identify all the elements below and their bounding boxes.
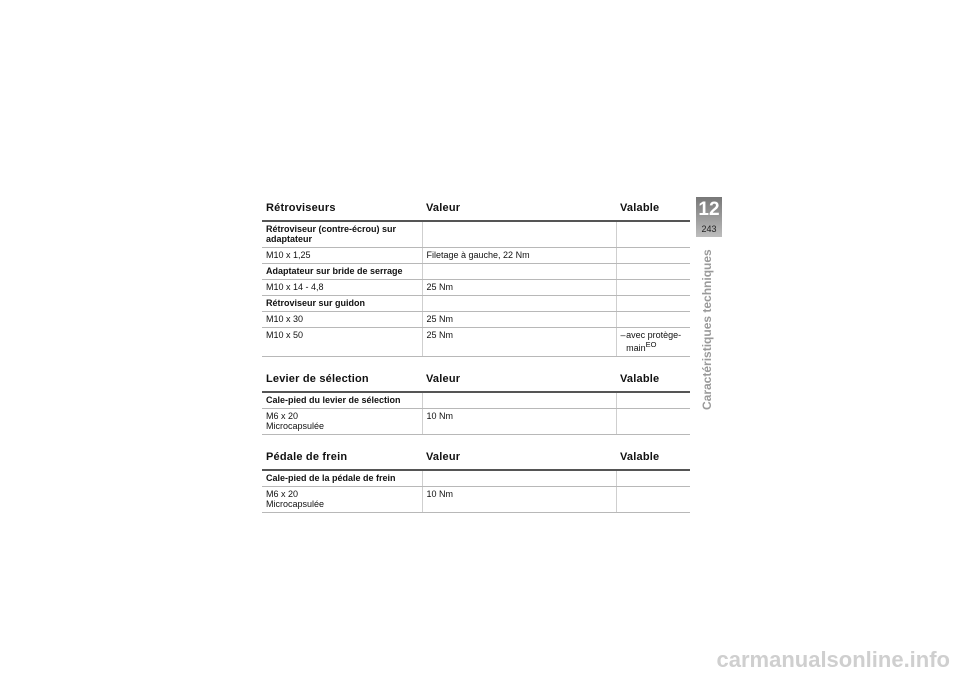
cell bbox=[616, 409, 690, 435]
table-row bbox=[262, 312, 690, 328]
table-row bbox=[262, 487, 690, 513]
side-section-label: Caractéristiques techniques bbox=[700, 249, 714, 410]
table-row bbox=[262, 296, 690, 312]
header-cell: Valable bbox=[616, 435, 690, 470]
cell: 10 Nm bbox=[422, 487, 616, 513]
cell: M10 x 50 bbox=[262, 328, 422, 357]
note-sup: EO bbox=[645, 340, 657, 349]
chapter-tab bbox=[696, 197, 722, 237]
cell bbox=[616, 487, 690, 513]
watermark: carmanualsonline.info bbox=[716, 647, 950, 672]
table-row bbox=[262, 280, 690, 296]
cell-main: M6 x 20 bbox=[266, 489, 299, 499]
header-cell: Pédale de frein bbox=[262, 435, 422, 470]
group-label: Rétroviseur sur guidon bbox=[262, 296, 422, 312]
table-row bbox=[262, 221, 690, 248]
note-text: avec protège-main bbox=[626, 330, 682, 353]
cell: 25 Nm bbox=[422, 328, 616, 357]
header-cell: Levier de sélection bbox=[262, 357, 422, 392]
cell bbox=[262, 409, 422, 435]
table-row bbox=[262, 264, 690, 280]
cell-sub: Microcapsulée bbox=[266, 499, 325, 509]
header-cell: Valeur bbox=[422, 190, 616, 221]
cell bbox=[616, 280, 690, 296]
group-label: Cale-pied du levier de sélection bbox=[262, 392, 422, 409]
cell: M10 x 1,25 bbox=[262, 248, 422, 264]
table-gear-lever bbox=[262, 357, 690, 435]
cell bbox=[616, 312, 690, 328]
table-header bbox=[262, 357, 690, 392]
table-row bbox=[262, 470, 690, 487]
note-cell bbox=[616, 328, 690, 357]
table-brake-pedal bbox=[262, 435, 690, 513]
cell bbox=[262, 487, 422, 513]
chapter-number: 12 bbox=[698, 199, 720, 220]
cell: Filetage à gauche, 22 Nm bbox=[422, 248, 616, 264]
page-number: 243 bbox=[701, 224, 717, 234]
dash-bullet: – bbox=[620, 330, 626, 340]
header-cell: Valeur bbox=[422, 357, 616, 392]
header-cell: Valable bbox=[616, 357, 690, 392]
table-header bbox=[262, 190, 690, 221]
cell: 25 Nm bbox=[422, 312, 616, 328]
table-header bbox=[262, 435, 690, 470]
header-cell: Rétroviseurs bbox=[262, 190, 422, 221]
group-label: Cale-pied de la pédale de frein bbox=[262, 470, 422, 487]
group-label: Rétroviseur (contre-écrou) sur adaptateur bbox=[262, 221, 422, 248]
table-row bbox=[262, 248, 690, 264]
cell-sub: Microcapsulée bbox=[266, 421, 325, 431]
cell: M10 x 14 - 4,8 bbox=[262, 280, 422, 296]
group-label: Adaptateur sur bride de serrage bbox=[262, 264, 422, 280]
header-cell: Valable bbox=[616, 190, 690, 221]
table-row bbox=[262, 409, 690, 435]
cell bbox=[616, 248, 690, 264]
table-mirrors bbox=[262, 190, 690, 357]
cell-main: M6 x 20 bbox=[266, 411, 299, 421]
torque-tables bbox=[262, 190, 690, 513]
table-row bbox=[262, 328, 690, 357]
cell: M10 x 30 bbox=[262, 312, 422, 328]
header-cell: Valeur bbox=[422, 435, 616, 470]
table-row bbox=[262, 392, 690, 409]
cell: 10 Nm bbox=[422, 409, 616, 435]
cell: 25 Nm bbox=[422, 280, 616, 296]
